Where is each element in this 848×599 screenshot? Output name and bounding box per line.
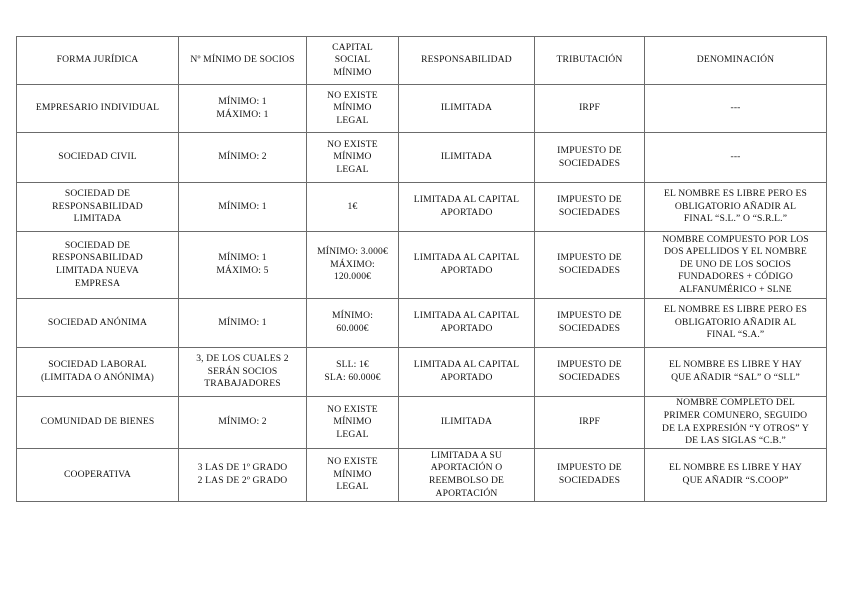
header-min-socios: Nº MÍNIMO DE SOCIOS <box>179 37 307 85</box>
cell-tributacion: IMPUESTO DE SOCIEDADES <box>535 449 645 502</box>
cell-denominacion: --- <box>645 133 827 183</box>
cell-forma-juridica: SOCIEDAD CIVIL <box>17 133 179 183</box>
cell-tributacion: IRPF <box>535 397 645 449</box>
cell-denominacion: --- <box>645 85 827 133</box>
cell-forma-juridica: EMPRESARIO INDIVIDUAL <box>17 85 179 133</box>
cell-responsabilidad: LIMITADA AL CAPITAL APORTADO <box>399 232 535 299</box>
header-responsabilidad: RESPONSABILIDAD <box>399 37 535 85</box>
cell-denominacion: NOMBRE COMPLETO DEL PRIMER COMUNERO, SEGUIDO DE LA EXPRESIÓN “Y OTROS” Y DE LAS SIGLAS “C.B.” <box>645 397 827 449</box>
cell-denominacion: EL NOMBRE ES LIBRE PERO ES OBLIGATORIO AÑADIR AL FINAL “S.L.” O “S.R.L.” <box>645 183 827 232</box>
cell-tributacion: IMPUESTO DE SOCIEDADES <box>535 183 645 232</box>
cell-denominacion: NOMBRE COMPUESTO POR LOS DOS APELLIDOS Y EL NOMBRE DE UNO DE LOS SOCIOS FUNDADORES + CÓDIGO ALFANUMÉRICO + SLNE <box>645 232 827 299</box>
table-row <box>17 397 827 449</box>
cell-responsabilidad: LIMITADA AL CAPITAL APORTADO <box>399 183 535 232</box>
legal-forms-table <box>16 36 827 502</box>
header-capital-minimo: CAPITAL SOCIAL MÍNIMO <box>307 37 399 85</box>
cell-forma-juridica: COMUNIDAD DE BIENES <box>17 397 179 449</box>
cell-min-socios: MÍNIMO: 2 <box>179 133 307 183</box>
cell-min-socios: MÍNIMO: 1 <box>179 299 307 348</box>
cell-capital-minimo: 1€ <box>307 183 399 232</box>
cell-responsabilidad: ILIMITADA <box>399 85 535 133</box>
table-row <box>17 348 827 397</box>
cell-tributacion: IMPUESTO DE SOCIEDADES <box>535 348 645 397</box>
cell-min-socios: 3 LAS DE 1º GRADO 2 LAS DE 2º GRADO <box>179 449 307 502</box>
cell-min-socios: MÍNIMO: 1 MÁXIMO: 5 <box>179 232 307 299</box>
cell-min-socios: MÍNIMO: 2 <box>179 397 307 449</box>
header-row <box>17 37 827 85</box>
table-row <box>17 133 827 183</box>
cell-responsabilidad: LIMITADA AL CAPITAL APORTADO <box>399 348 535 397</box>
cell-capital-minimo: NO EXISTE MÍNIMO LEGAL <box>307 397 399 449</box>
cell-capital-minimo: NO EXISTE MÍNIMO LEGAL <box>307 449 399 502</box>
cell-capital-minimo: MÍNIMO: 60.000€ <box>307 299 399 348</box>
cell-capital-minimo: SLL: 1€ SLA: 60.000€ <box>307 348 399 397</box>
header-denominacion: DENOMINACIÓN <box>645 37 827 85</box>
cell-min-socios: MÍNIMO: 1 <box>179 183 307 232</box>
cell-capital-minimo: NO EXISTE MÍNIMO LEGAL <box>307 133 399 183</box>
cell-responsabilidad: LIMITADA A SU APORTACIÓN O REEMBOLSO DE APORTACIÓN <box>399 449 535 502</box>
cell-denominacion: EL NOMBRE ES LIBRE PERO ES OBLIGATORIO AÑADIR AL FINAL “S.A.” <box>645 299 827 348</box>
cell-forma-juridica: COOPERATIVA <box>17 449 179 502</box>
table-row <box>17 449 827 502</box>
cell-tributacion: IMPUESTO DE SOCIEDADES <box>535 133 645 183</box>
cell-tributacion: IRPF <box>535 85 645 133</box>
cell-tributacion: IMPUESTO DE SOCIEDADES <box>535 232 645 299</box>
table-row <box>17 183 827 232</box>
cell-responsabilidad: LIMITADA AL CAPITAL APORTADO <box>399 299 535 348</box>
cell-min-socios: MÍNIMO: 1 MÁXIMO: 1 <box>179 85 307 133</box>
cell-forma-juridica: SOCIEDAD DE RESPONSABILIDAD LIMITADA <box>17 183 179 232</box>
cell-capital-minimo: MÍNIMO: 3.000€ MÁXIMO: 120.000€ <box>307 232 399 299</box>
cell-min-socios: 3, DE LOS CUALES 2 SERÁN SOCIOS TRABAJADORES <box>179 348 307 397</box>
cell-tributacion: IMPUESTO DE SOCIEDADES <box>535 299 645 348</box>
header-tributacion: TRIBUTACIÓN <box>535 37 645 85</box>
cell-forma-juridica: SOCIEDAD DE RESPONSABILIDAD LIMITADA NUEVA EMPRESA <box>17 232 179 299</box>
cell-denominacion: EL NOMBRE ES LIBRE Y HAY QUE AÑADIR “SAL” O “SLL” <box>645 348 827 397</box>
table-row <box>17 85 827 133</box>
cell-capital-minimo: NO EXISTE MÍNIMO LEGAL <box>307 85 399 133</box>
table-row <box>17 299 827 348</box>
cell-forma-juridica: SOCIEDAD LABORAL (LIMITADA O ANÓNIMA) <box>17 348 179 397</box>
cell-responsabilidad: ILIMITADA <box>399 133 535 183</box>
cell-denominacion: EL NOMBRE ES LIBRE Y HAY QUE AÑADIR “S.COOP” <box>645 449 827 502</box>
cell-responsabilidad: ILIMITADA <box>399 397 535 449</box>
table-row <box>17 232 827 299</box>
cell-forma-juridica: SOCIEDAD ANÓNIMA <box>17 299 179 348</box>
header-forma-juridica: FORMA JURÍDICA <box>17 37 179 85</box>
